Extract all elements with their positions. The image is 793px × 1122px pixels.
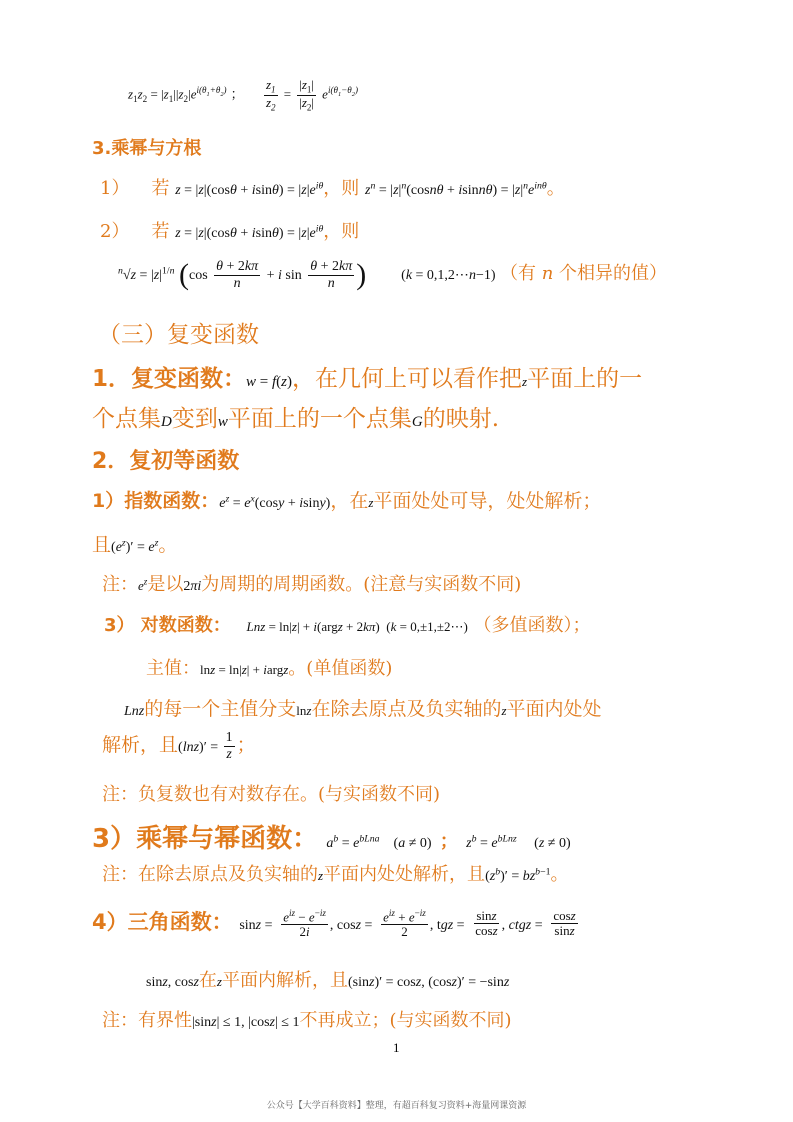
exp-function-line2: 且$(e^z)' = e^z$。 bbox=[92, 534, 178, 556]
footer-watermark-text: 公众号【大学百科资料】整理，有超百科复习资料+海量网课资源 bbox=[266, 1101, 527, 1111]
trig-function-line: 4）三角函数： sinz = $\frac{e^{iz} - e^{-iz}}{2i}$ , cosz = $\frac{e^{iz} + e^{-iz}}{2}$ , tgz = $\frac{\sin z}{\cos z}$ , ctgz = $\frac{\cos z}{\sin z}$ bbox=[92, 907, 576, 940]
def-complex-function-line1: 1．复变函数：w = f(z)，在几何上可以看作把z平面上的一 bbox=[92, 366, 643, 392]
log-function-line: 3） 对数函数： Lnz = ln|z| + i(argz + 2kπ) (k = 0,±1,±2⋯) （多值函数）； bbox=[104, 615, 591, 636]
separator: ； bbox=[230, 86, 244, 102]
note-boundedness: 注：有界性|sinz| ≤ 1, |cosz| ≤ 1不再成立；(与实函数不同) bbox=[102, 1010, 512, 1031]
root-formula-line: $^n√z = |z|^{1/n}$ (cos $\frac{\theta + 2k\pi}{n}$ + i sin $\frac{\theta + 2k\pi}{n}$ ) (k = 0,1,2⋯n−1) （有 n 个相异的值） bbox=[118, 258, 668, 291]
exp-function-line1: 1）指数函数：$e^z = e^x(\cos y + isiny)$，在z平面处处可导，处处解析； bbox=[92, 490, 602, 512]
section-title-elementary-functions: 2．复初等函数 bbox=[92, 449, 240, 474]
def-complex-function-line2: 个点集D变到w平面上的一个点集G的映射. bbox=[92, 406, 500, 432]
formula-line-product-quotient: $z_1z_2 = |z_1||z_2|e^{i(\theta_1+\theta_2)}$ ； $\frac{z_1}{z_2}$ = $\frac{|z_1|}{|z_2|}$ $e^{i(\theta_1-\theta_2)}$ bbox=[128, 77, 358, 113]
log-branch-line1: Lnz的每一个主值分支lnz在除去原点及负实轴的z平面内处处 bbox=[124, 698, 602, 720]
page-number: 1 bbox=[393, 1040, 400, 1055]
section-title-powers-roots: 3.乘幂与方根 bbox=[92, 138, 202, 159]
item-2-root: 2） 若 $z = |z|(\cos\theta + isin\theta) = |z|e^{i\theta}$，则 bbox=[100, 221, 360, 242]
power-function-line: 3）乘幂与幂函数： $a^b = e^{bLna}$ (a ≠ 0) ； $z^b = e^{bLnz}$ (z ≠ 0) bbox=[92, 824, 571, 854]
log-branch-line2: 解析，且(lnz)′ = $\frac{1}{z}$ ； bbox=[102, 730, 256, 762]
note-exp-periodic: 注：$e^z$是以2πi为周期的周期函数。(注意与实函数不同) bbox=[102, 574, 522, 595]
log-principal-value: 主值：lnz = ln|z| + iargz。(单值函数) bbox=[146, 658, 393, 679]
note-negative-log: 注：负复数也有对数存在。(与实函数不同) bbox=[102, 784, 441, 805]
note-power-analytic: 注：在除去原点及负实轴的z平面内处处解析，且$(z^b)' = bz^{b-1}$。 bbox=[102, 864, 569, 885]
part-title-complex-functions: （三）复变函数 bbox=[98, 322, 259, 348]
item-1-power: 1） 若 $z = |z|(\cos\theta + isin\theta) = |z|e^{i\theta}$，则 $z^n = |z|^n(\cos n\theta + isinn\theta) = |z|^ne^{in\theta}$。 bbox=[100, 178, 565, 199]
trig-analytic-line: sinz, cosz在z平面内解析，且(sinz)′ = cosz, (cosz)′ = −sinz bbox=[146, 970, 510, 991]
